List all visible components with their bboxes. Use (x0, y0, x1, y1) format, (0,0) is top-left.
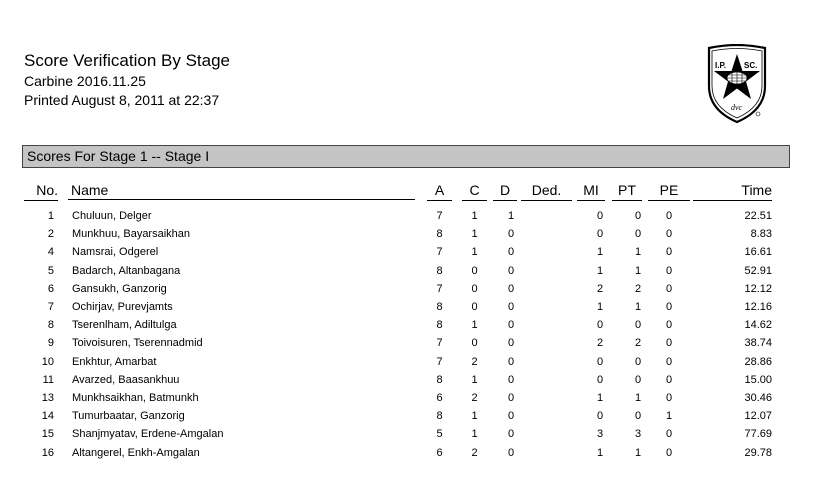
cell-c: 2 (471, 355, 478, 368)
cell-d: 1 (507, 210, 515, 222)
cell-a: 8 (436, 301, 443, 313)
cell-c: 1 (471, 228, 478, 241)
cell-mi: 0 (596, 210, 604, 222)
cell-a: 7 (436, 246, 443, 259)
cell-mi: 0 (596, 228, 604, 241)
cell-no: 11 (42, 373, 54, 386)
cell-time: 8.83 (750, 228, 772, 241)
cell-name: Tserenlham, Adiltulga (72, 319, 177, 332)
cell-d: 0 (507, 373, 515, 386)
cell-mi: 0 (596, 355, 604, 368)
cell-c: 0 (471, 282, 478, 295)
cell-c: 1 (471, 210, 478, 222)
cell-mi: 2 (596, 282, 604, 295)
cell-time: 16.61 (744, 246, 772, 259)
table-row (0, 425, 816, 443)
cell-name: Chuluun, Delger (72, 210, 152, 222)
table-row (0, 334, 816, 352)
cell-time: 38.74 (744, 337, 772, 350)
cell-mi: 1 (596, 246, 604, 259)
cell-mi: 1 (596, 301, 604, 313)
cell-name: Munkhuu, Bayarsaikhan (72, 228, 191, 241)
cell-c: 1 (471, 319, 478, 332)
cell-d: 0 (507, 392, 515, 404)
cell-c: 1 (471, 246, 478, 259)
cell-no: 1 (47, 210, 54, 222)
cell-pe: 0 (665, 210, 673, 222)
cell-pe: 0 (665, 392, 673, 404)
cell-mi: 0 (596, 319, 604, 332)
cell-d: 0 (507, 355, 515, 368)
table-row (0, 225, 816, 243)
cell-mi: 1 (596, 264, 604, 277)
cell-no: 6 (47, 282, 54, 295)
cell-pt: 0 (634, 410, 642, 423)
cell-pe: 1 (665, 410, 673, 423)
cell-c: 1 (471, 410, 478, 423)
report-title: Score Verification By Stage (24, 51, 231, 70)
cell-d: 0 (507, 446, 515, 459)
col-header-a: A (427, 182, 452, 201)
col-header-name: Name (68, 182, 415, 200)
cell-pt: 0 (634, 355, 642, 368)
cell-pe: 0 (665, 301, 673, 313)
cell-time: 12.07 (744, 410, 772, 423)
cell-a: 8 (436, 319, 443, 332)
cell-a: 8 (436, 228, 443, 241)
cell-name: Namsrai, Odgerel (72, 246, 159, 259)
cell-pt: 0 (634, 228, 642, 241)
cell-no: 5 (47, 264, 54, 277)
col-header-mi: MI (577, 182, 605, 201)
col-header-ded: Ded. (521, 182, 572, 201)
table-row (0, 243, 816, 261)
table-row (0, 298, 816, 316)
cell-time: 12.16 (744, 301, 772, 313)
table-row (0, 280, 816, 298)
cell-c: 1 (471, 428, 478, 441)
cell-no: 14 (41, 410, 54, 423)
svg-text:dvc: dvc (731, 103, 743, 112)
cell-a: 7 (436, 337, 443, 350)
printed-timestamp: Printed August 8, 2011 at 22:37 (24, 92, 220, 108)
cell-time: 52.91 (744, 264, 772, 277)
cell-name: Gansukh, Ganzorig (72, 282, 167, 295)
cell-time: 28.86 (744, 355, 772, 368)
cell-pt: 3 (634, 428, 642, 441)
col-header-time: Time (693, 182, 772, 201)
cell-pt: 1 (634, 264, 642, 277)
cell-c: 0 (471, 301, 478, 313)
cell-time: 77.69 (744, 428, 772, 441)
cell-time: 15.00 (744, 373, 772, 386)
cell-pt: 0 (634, 319, 642, 332)
cell-pt: 0 (634, 210, 642, 222)
cell-no: 15 (41, 428, 54, 441)
cell-time: 29.78 (744, 446, 772, 459)
cell-a: 8 (436, 373, 443, 386)
cell-a: 8 (436, 264, 443, 277)
cell-no: 9 (47, 337, 54, 350)
ipsc-shield-logo-icon (706, 44, 768, 124)
cell-pe: 0 (665, 446, 673, 459)
cell-no: 13 (41, 392, 54, 404)
cell-time: 14.62 (744, 319, 772, 332)
cell-pe: 0 (665, 264, 673, 277)
report-header (24, 50, 230, 110)
table-row (0, 207, 816, 225)
cell-a: 7 (436, 210, 443, 222)
col-header-no: No. (24, 182, 58, 201)
cell-d: 0 (507, 228, 515, 241)
table-row (0, 444, 816, 462)
cell-mi: 0 (596, 410, 604, 423)
svg-text:SC.: SC. (744, 61, 758, 70)
cell-a: 6 (436, 446, 443, 459)
cell-d: 0 (507, 301, 515, 313)
cell-pe: 0 (665, 246, 673, 259)
cell-a: 5 (436, 428, 443, 441)
cell-name: Tumurbaatar, Ganzorig (72, 410, 185, 423)
match-name: Carbine 2016.11.25 (24, 73, 146, 89)
cell-name: Shanjmyatav, Erdene-Amgalan (72, 428, 224, 441)
col-header-d: D (493, 182, 517, 201)
cell-time: 12.12 (744, 282, 772, 295)
stage-title-bar: Scores For Stage 1 -- Stage I (22, 145, 790, 168)
cell-no: 7 (47, 301, 54, 313)
col-header-c: C (462, 182, 487, 201)
cell-d: 0 (507, 246, 515, 259)
cell-pt: 2 (634, 282, 642, 295)
cell-d: 0 (507, 319, 515, 332)
cell-c: 2 (471, 392, 478, 404)
cell-pe: 0 (665, 319, 673, 332)
cell-pe: 0 (665, 428, 673, 441)
cell-a: 6 (436, 392, 443, 404)
cell-time: 22.51 (744, 210, 772, 222)
table-row (0, 371, 816, 389)
cell-pe: 0 (665, 337, 673, 350)
cell-name: Altangerel, Enkh-Amgalan (72, 446, 200, 459)
cell-pe: 0 (665, 373, 673, 386)
cell-c: 2 (471, 446, 478, 459)
cell-d: 0 (507, 282, 515, 295)
table-row (0, 353, 816, 371)
table-row (0, 262, 816, 280)
cell-name: Badarch, Altanbagana (72, 264, 181, 277)
cell-d: 0 (507, 428, 515, 441)
cell-pt: 1 (634, 446, 642, 459)
cell-c: 0 (471, 264, 478, 277)
cell-pe: 0 (665, 228, 673, 241)
cell-no: 16 (41, 446, 54, 459)
table-row (0, 389, 816, 407)
cell-c: 1 (471, 373, 478, 386)
cell-name: Toivoisuren, Tserennadmid (72, 337, 203, 350)
cell-mi: 3 (596, 428, 604, 441)
cell-d: 0 (507, 410, 515, 423)
cell-pe: 0 (665, 355, 673, 368)
cell-no: 4 (47, 246, 54, 259)
cell-c: 0 (471, 337, 478, 350)
cell-mi: 1 (596, 392, 604, 404)
col-header-pt: PT (612, 182, 642, 201)
cell-name: Munkhsaikhan, Batmunkh (72, 392, 199, 404)
cell-a: 7 (436, 282, 443, 295)
cell-no: 2 (47, 228, 54, 241)
cell-name: Avarzed, Baasankhuu (72, 373, 180, 386)
cell-time: 30.46 (744, 392, 772, 404)
cell-d: 0 (507, 337, 515, 350)
table-row (0, 407, 816, 425)
svg-text:I.P.: I.P. (715, 61, 726, 70)
cell-name: Ochirjav, Purevjamts (72, 301, 173, 313)
cell-a: 8 (436, 410, 443, 423)
cell-d: 0 (507, 264, 515, 277)
cell-name: Enkhtur, Amarbat (72, 355, 157, 368)
cell-no: 8 (47, 319, 54, 332)
cell-a: 7 (436, 355, 443, 368)
cell-mi: 2 (596, 337, 604, 350)
cell-pe: 0 (665, 282, 673, 295)
cell-pt: 1 (634, 392, 642, 404)
cell-pt: 1 (634, 301, 642, 313)
cell-pt: 2 (634, 337, 642, 350)
cell-pt: 1 (634, 246, 642, 259)
table-row (0, 316, 816, 334)
cell-pt: 0 (634, 373, 642, 386)
cell-mi: 0 (596, 373, 604, 386)
cell-no: 10 (41, 355, 54, 368)
col-header-pe: PE (648, 182, 690, 201)
cell-mi: 1 (596, 446, 604, 459)
